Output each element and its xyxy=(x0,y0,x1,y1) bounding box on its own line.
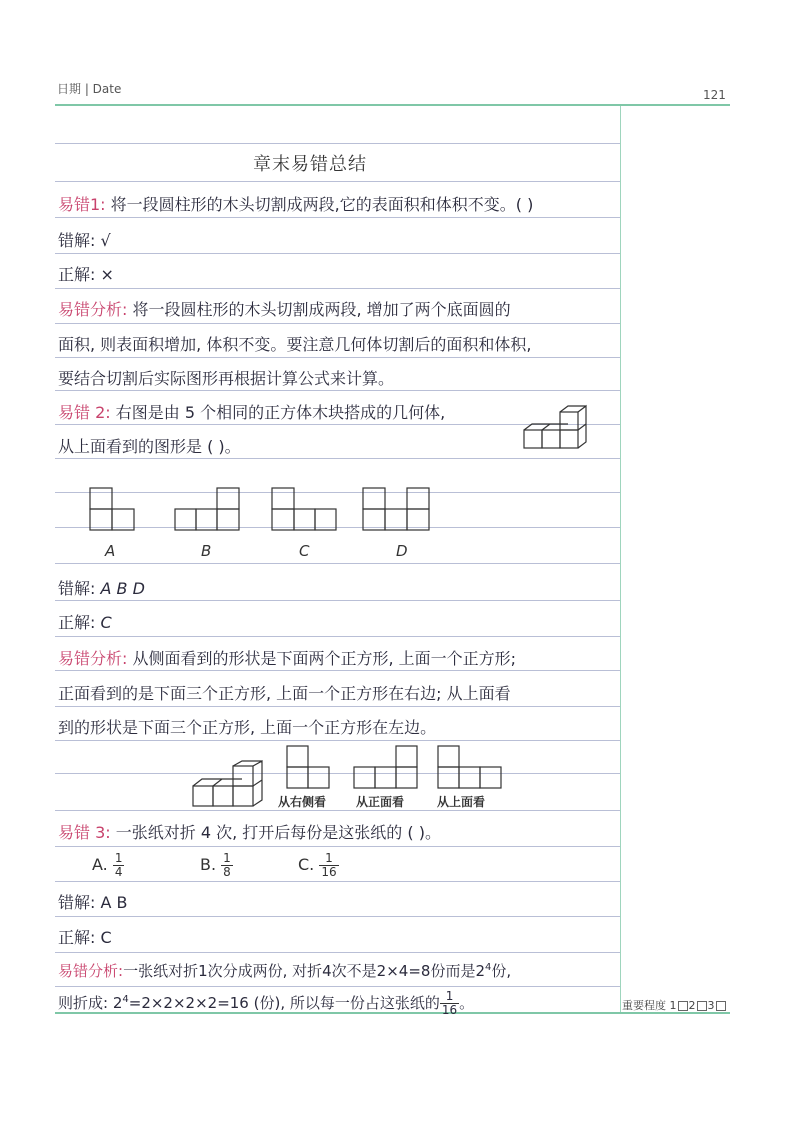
page-title: 章末易错总结 xyxy=(253,154,367,175)
importance-level-1: 1 xyxy=(669,999,677,1012)
e3-option-b xyxy=(200,852,233,879)
e2-option-b: B xyxy=(201,542,212,560)
caption-front: 从正面看 xyxy=(356,795,405,809)
e3-analysis-2b: =2×2×2×2=16 (份), 所以每一份占这张纸的 xyxy=(128,994,440,1012)
e2-3d-figure xyxy=(520,402,592,456)
e2-option-d: D xyxy=(396,542,408,560)
right-side-view-figure xyxy=(285,744,333,790)
ruled-line xyxy=(55,740,620,741)
ruled-line xyxy=(55,916,620,917)
caption-right-side: 从右侧看 xyxy=(278,795,327,809)
ruled-line xyxy=(55,952,620,953)
e2-question-line-1 xyxy=(58,400,445,423)
e3-question: 一张纸对折 4 次, 打开后每份是这张纸的 ( )。 xyxy=(110,823,441,842)
ruled-line xyxy=(55,986,620,987)
e3-label: 易错 3: xyxy=(58,823,111,842)
ruled-line xyxy=(55,636,620,637)
e2-question-2: 从上面看到的图形是 ( )。 xyxy=(58,437,241,456)
ruled-line xyxy=(55,323,620,324)
e1-question: 将一段圆柱形的木头切割成两段,它的表面积和体积不变。( ) xyxy=(105,195,534,214)
e3-option-b-letter: B. xyxy=(200,855,217,874)
e2-wrong-value: A B D xyxy=(95,579,145,598)
importance-label: 重要程度 xyxy=(622,999,666,1012)
e3-right-value: C xyxy=(95,928,112,947)
fraction-denominator: 8 xyxy=(223,865,231,879)
e2-wrong-label: 错解: xyxy=(58,579,96,598)
e3-analysis-line-2 xyxy=(58,990,474,1017)
ruled-line xyxy=(55,390,620,391)
ruled-line xyxy=(55,143,620,144)
e1-right-label: 正解: xyxy=(58,265,96,284)
importance-rating xyxy=(622,997,727,1013)
e1-analysis-3: 要结合切割后实际图形再根据计算公式来计算。 xyxy=(58,369,395,388)
front-view-figure xyxy=(352,744,422,790)
fraction-denominator: 16 xyxy=(441,1003,458,1017)
e3-analysis-1b: 份, xyxy=(491,962,512,980)
ruled-line xyxy=(55,288,620,289)
e3-wrong-value: A B xyxy=(95,893,128,912)
page-number: 121 xyxy=(703,88,726,102)
e3-analysis-end: 。 xyxy=(459,994,475,1012)
fraction-numerator: 1 xyxy=(440,990,459,1004)
ruled-line xyxy=(55,253,620,254)
e2-option-d-figure xyxy=(361,486,433,532)
ruled-line xyxy=(55,458,620,459)
e3-right-label: 正解: xyxy=(58,928,96,947)
e2-right-line xyxy=(58,610,112,633)
e1-right-value: × xyxy=(95,265,114,284)
e3-option-c-letter: C. xyxy=(298,855,315,874)
e2-label: 易错 2: xyxy=(58,403,111,422)
e1-label: 易错1: xyxy=(58,195,106,214)
ruled-line xyxy=(55,600,620,601)
exponent: 4 xyxy=(122,994,129,1005)
checkbox-icon[interactable] xyxy=(697,1001,707,1011)
ruled-line xyxy=(55,881,620,882)
e2-wrong-line xyxy=(58,576,145,599)
e2-option-b-figure xyxy=(173,486,243,532)
fraction-denominator: 4 xyxy=(114,865,123,879)
e2-analysis-2: 正面看到的是下面三个正方形, 上面一个正方形在右边; 从上面看 xyxy=(58,684,511,703)
e1-wrong-line xyxy=(58,228,111,251)
e3-option-a-letter: A. xyxy=(92,855,108,874)
e2-option-c-figure xyxy=(270,486,340,532)
ruled-line xyxy=(55,670,620,671)
ruled-line xyxy=(55,563,620,564)
e3-question-line xyxy=(58,820,441,843)
e1-analysis-2: 面积, 则表面积增加, 体积不变。要注意几何体切割后的面积和体积, xyxy=(58,335,532,354)
e2-right-value: C xyxy=(95,613,112,632)
exponent: 4 xyxy=(485,962,492,973)
e3-wrong-line xyxy=(58,890,128,913)
importance-level-2: 2 xyxy=(688,999,696,1012)
caption-top: 从上面看 xyxy=(437,795,486,809)
e1-analysis-1: 将一段圆柱形的木头切割成两段, 增加了两个底面圆的 xyxy=(127,300,511,319)
checkbox-icon[interactable] xyxy=(678,1001,688,1011)
ruled-line xyxy=(55,217,620,218)
e1-right-line xyxy=(58,262,114,285)
top-view-figure xyxy=(436,744,506,790)
e3-analysis-line-1 xyxy=(58,960,511,981)
fraction-numerator: 1 xyxy=(114,851,123,865)
e3-option-a-fraction xyxy=(113,852,125,879)
fraction-numerator: 1 xyxy=(319,852,338,866)
ruled-line xyxy=(55,357,620,358)
e2-question-1: 右图是由 5 个相同的正方体木块搭成的几何体, xyxy=(110,403,446,422)
e1-question-line xyxy=(58,192,533,215)
date-label: 日期 | Date xyxy=(57,82,122,96)
e2-analysis-label: 易错分析: xyxy=(58,649,128,668)
e3-analysis-1a: 一张纸对折1次分成两份, 对折4次不是2×4=8份而是2 xyxy=(123,962,485,980)
e2-option-c: C xyxy=(299,542,310,560)
e3-right-line xyxy=(58,925,112,948)
e2-analysis-3d-figure xyxy=(190,760,270,812)
e3-option-a xyxy=(92,852,124,879)
e2-analysis-3: 到的形状是下面三个正方形, 上面一个正方形在左边。 xyxy=(58,718,437,737)
ruled-line xyxy=(55,773,620,774)
e2-analysis-line-1 xyxy=(58,646,516,669)
e1-analysis-line-1 xyxy=(58,297,511,320)
e3-analysis-fraction xyxy=(440,990,459,1017)
ruled-line xyxy=(55,181,620,182)
ruled-line xyxy=(55,706,620,707)
e3-option-b-fraction xyxy=(221,852,233,879)
e2-option-a: A xyxy=(105,542,116,560)
e2-option-a-figure xyxy=(88,486,138,532)
e2-right-label: 正解: xyxy=(58,613,96,632)
e1-wrong-value: √ xyxy=(95,231,111,250)
e1-analysis-label: 易错分析: xyxy=(58,300,128,319)
e3-analysis-label: 易错分析: xyxy=(58,962,124,980)
e3-analysis-2a: 则折成: 2 xyxy=(58,994,123,1012)
e3-wrong-label: 错解: xyxy=(58,893,96,912)
margin-line xyxy=(620,106,621,1012)
checkbox-icon[interactable] xyxy=(716,1001,726,1011)
top-rule xyxy=(55,104,730,106)
e1-wrong-label: 错解: xyxy=(58,231,96,250)
importance-level-3: 3 xyxy=(707,999,715,1012)
e2-analysis-1: 从侧面看到的形状是下面两个正方形, 上面一个正方形; xyxy=(127,649,517,668)
e3-option-c-fraction xyxy=(319,852,338,879)
fraction-denominator: 16 xyxy=(321,865,337,879)
fraction-numerator: 1 xyxy=(223,851,231,865)
e3-option-c xyxy=(298,852,339,879)
ruled-line xyxy=(55,846,620,847)
ruled-line xyxy=(55,810,620,811)
